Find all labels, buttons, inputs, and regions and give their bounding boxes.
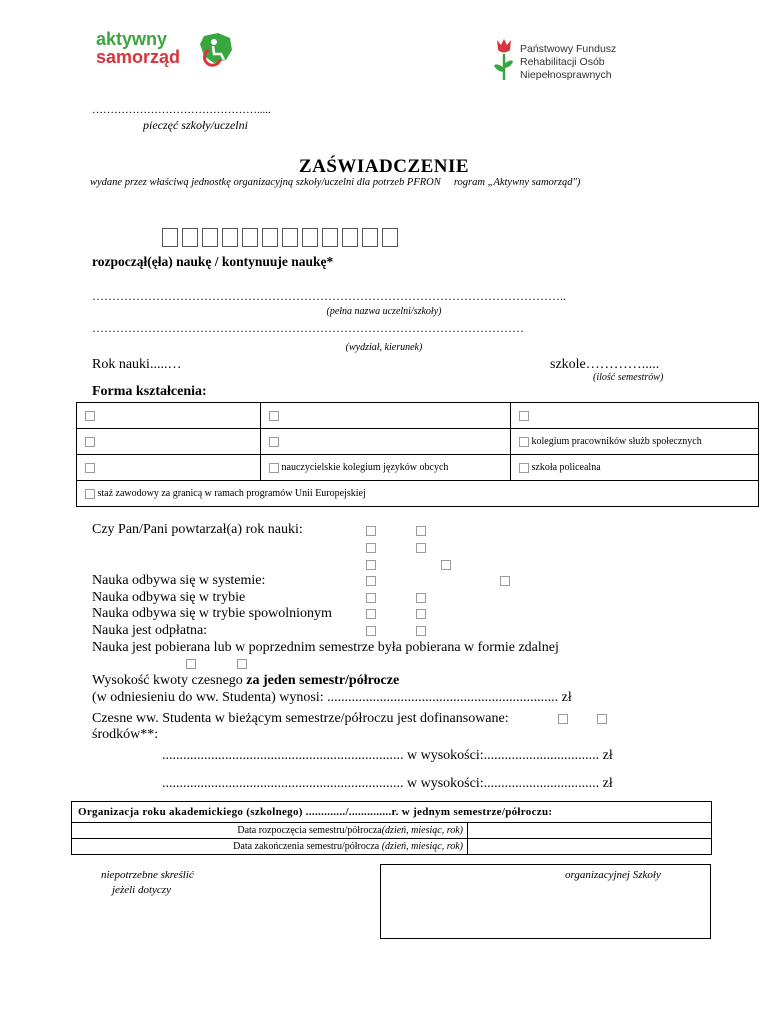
digit-box[interactable] bbox=[362, 228, 378, 247]
org-header: Organizacja roku akademickiego (szkolnego) ............./..............r. w jednym semestrze/półroczu: bbox=[72, 802, 712, 823]
checkbox[interactable] bbox=[366, 626, 376, 636]
forma-cell bbox=[261, 429, 511, 455]
digit-box[interactable] bbox=[342, 228, 358, 247]
org-row1-value[interactable] bbox=[468, 823, 712, 839]
forma-cell bbox=[261, 455, 511, 481]
digit-box[interactable] bbox=[282, 228, 298, 247]
signature-box[interactable] bbox=[380, 864, 711, 939]
fee-line1-b: za jeden semestr/półrocze bbox=[246, 673, 400, 688]
question-paid: Nauka jest odpłatna: bbox=[92, 623, 208, 638]
pfron-line1: Państwowy Fundusz bbox=[520, 43, 617, 55]
footnote-1: niepotrzebne skreślić bbox=[101, 869, 194, 881]
checkbox[interactable] bbox=[519, 463, 529, 473]
wheelchair-map-icon bbox=[196, 30, 236, 70]
checkbox[interactable] bbox=[416, 543, 426, 553]
checkbox[interactable] bbox=[269, 437, 279, 447]
pfron-line3: Niepełnosprawnych bbox=[520, 69, 612, 81]
semesters-label: (ilość semestrów) bbox=[593, 372, 664, 383]
forma-cell bbox=[511, 403, 759, 429]
checkbox[interactable] bbox=[366, 526, 376, 536]
year-label: Rok nauki.....… bbox=[92, 357, 182, 372]
kolegium-pracownikow-label: kolegium pracowników służb społecznych bbox=[531, 436, 702, 447]
pesel-boxes[interactable] bbox=[162, 228, 402, 252]
org-row1-a: Data rozpoczęcia semestru/półrocza bbox=[237, 825, 382, 836]
forma-cell bbox=[77, 429, 261, 455]
faculty-label: (wydział, kierunek) bbox=[345, 342, 423, 353]
checkbox[interactable] bbox=[269, 411, 279, 421]
checkbox[interactable] bbox=[237, 659, 247, 669]
forma-cell bbox=[261, 403, 511, 429]
fee-line1-a: Wysokość kwoty czesnego bbox=[92, 673, 247, 688]
logo-line1: aktywny bbox=[96, 29, 168, 49]
org-row1-b: (dzień, miesiąc, rok) bbox=[381, 825, 463, 836]
checkbox[interactable] bbox=[85, 411, 95, 421]
szkola-policealna-label: szkoła policealna bbox=[531, 462, 601, 473]
forma-cell bbox=[511, 455, 759, 481]
logo-line2: samorząd bbox=[96, 47, 181, 67]
forma-table bbox=[76, 402, 759, 507]
school-semesters: szkole…………..... bbox=[550, 357, 660, 372]
fee-line3: Czesne ww. Studenta w bieżącym semestrze/półroczu jest dofinansowane: bbox=[92, 711, 509, 726]
fee-line5: ..................................................................... w wysokości:................................. zł bbox=[162, 748, 613, 763]
checkbox[interactable] bbox=[416, 626, 426, 636]
digit-box[interactable] bbox=[202, 228, 218, 247]
checkbox[interactable] bbox=[366, 543, 376, 553]
org-row2-value[interactable] bbox=[468, 839, 712, 855]
forma-cell bbox=[77, 403, 261, 429]
fee-line4: środków**: bbox=[92, 727, 159, 742]
checkbox[interactable] bbox=[416, 593, 426, 603]
checkbox[interactable] bbox=[500, 576, 510, 586]
checkbox[interactable] bbox=[416, 609, 426, 619]
pfron-line2: Rehabilitacji Osób bbox=[520, 56, 605, 68]
forma-cell bbox=[77, 481, 759, 507]
forma-title: Forma kształcenia: bbox=[92, 384, 207, 399]
logo-aktywny-samorzad bbox=[96, 30, 246, 74]
question-system: Nauka odbywa się w systemie: bbox=[92, 573, 266, 588]
faculty-dots: ……………………………………………………………………………………………… bbox=[92, 321, 524, 335]
forma-cell bbox=[511, 429, 759, 455]
digit-box[interactable] bbox=[222, 228, 238, 247]
question-slowed: Nauka odbywa się w trybie spowolnionym bbox=[92, 606, 332, 621]
digit-box[interactable] bbox=[162, 228, 178, 247]
checkbox[interactable] bbox=[186, 659, 196, 669]
digit-box[interactable] bbox=[262, 228, 278, 247]
checkbox[interactable] bbox=[85, 463, 95, 473]
digit-box[interactable] bbox=[382, 228, 398, 247]
page-title: ZAŚWIADCZENIE bbox=[298, 156, 470, 177]
page-subtitle: wydane przez właściwą jednostkę organizacyjną szkoły/uczelni dla potrzeb PFRON rogram „Aktywny samorząd") bbox=[90, 177, 581, 188]
digit-box[interactable] bbox=[322, 228, 338, 247]
question-repeat-year: Czy Pan/Pani powtarzał(a) rok nauki: bbox=[92, 522, 303, 537]
checkbox[interactable] bbox=[366, 593, 376, 603]
checkbox[interactable] bbox=[558, 714, 568, 724]
checkbox[interactable] bbox=[519, 437, 529, 447]
kolegium-jezykow-label: nauczycielskie kolegium języków obcych bbox=[281, 462, 449, 473]
digit-box[interactable] bbox=[242, 228, 258, 247]
signature-label: organizacyjnej Szkoły bbox=[565, 869, 661, 881]
staz-zawodowy-label: staż zawodowy za granicą w ramach programów Unii Europejskiej bbox=[97, 488, 366, 499]
fee-line2: (w odniesieniu do ww. Studenta) wynosi: .................................................................. zł bbox=[92, 690, 572, 705]
checkbox[interactable] bbox=[269, 463, 279, 473]
fee-line6: ..................................................................... w wysokości:................................. zł bbox=[162, 776, 613, 791]
question-mode: Nauka odbywa się w trybie bbox=[92, 590, 246, 605]
checkbox[interactable] bbox=[597, 714, 607, 724]
checkbox[interactable] bbox=[366, 576, 376, 586]
logo-pfron bbox=[492, 36, 652, 82]
checkbox[interactable] bbox=[85, 489, 95, 499]
checkbox[interactable] bbox=[441, 560, 451, 570]
question-remote: Nauka jest pobierana lub w poprzednim semestrze była pobierana w formie zdalnej bbox=[92, 640, 559, 655]
forma-cell bbox=[77, 455, 261, 481]
tulip-icon bbox=[492, 36, 514, 82]
org-table bbox=[71, 801, 712, 855]
footnote-2: jeżeli dotyczy bbox=[112, 884, 171, 896]
checkbox[interactable] bbox=[366, 560, 376, 570]
checkbox[interactable] bbox=[416, 526, 426, 536]
checkbox[interactable] bbox=[519, 411, 529, 421]
checkbox[interactable] bbox=[366, 609, 376, 619]
org-row2-a: Data zakończenia semestru/półrocza bbox=[233, 841, 380, 852]
started-label: rozpoczął(ęła) naukę / kontynuuje naukę* bbox=[92, 254, 334, 269]
stamp-dots: ………………………………………..... bbox=[92, 104, 271, 116]
org-row2-label bbox=[72, 839, 468, 855]
digit-box[interactable] bbox=[182, 228, 198, 247]
fee-line1 bbox=[92, 673, 399, 689]
digit-box[interactable] bbox=[302, 228, 318, 247]
checkbox[interactable] bbox=[85, 437, 95, 447]
org-row1-label bbox=[72, 823, 468, 839]
stamp-label: pieczęć szkoły/uczelni bbox=[143, 118, 248, 132]
org-row2-b: (dzień, miesiąc, rok) bbox=[379, 841, 463, 852]
school-dots: ……………………………………………………………………………………………………….. bbox=[92, 289, 566, 303]
school-label: (pełna nazwa uczelni/szkoły) bbox=[326, 306, 442, 317]
